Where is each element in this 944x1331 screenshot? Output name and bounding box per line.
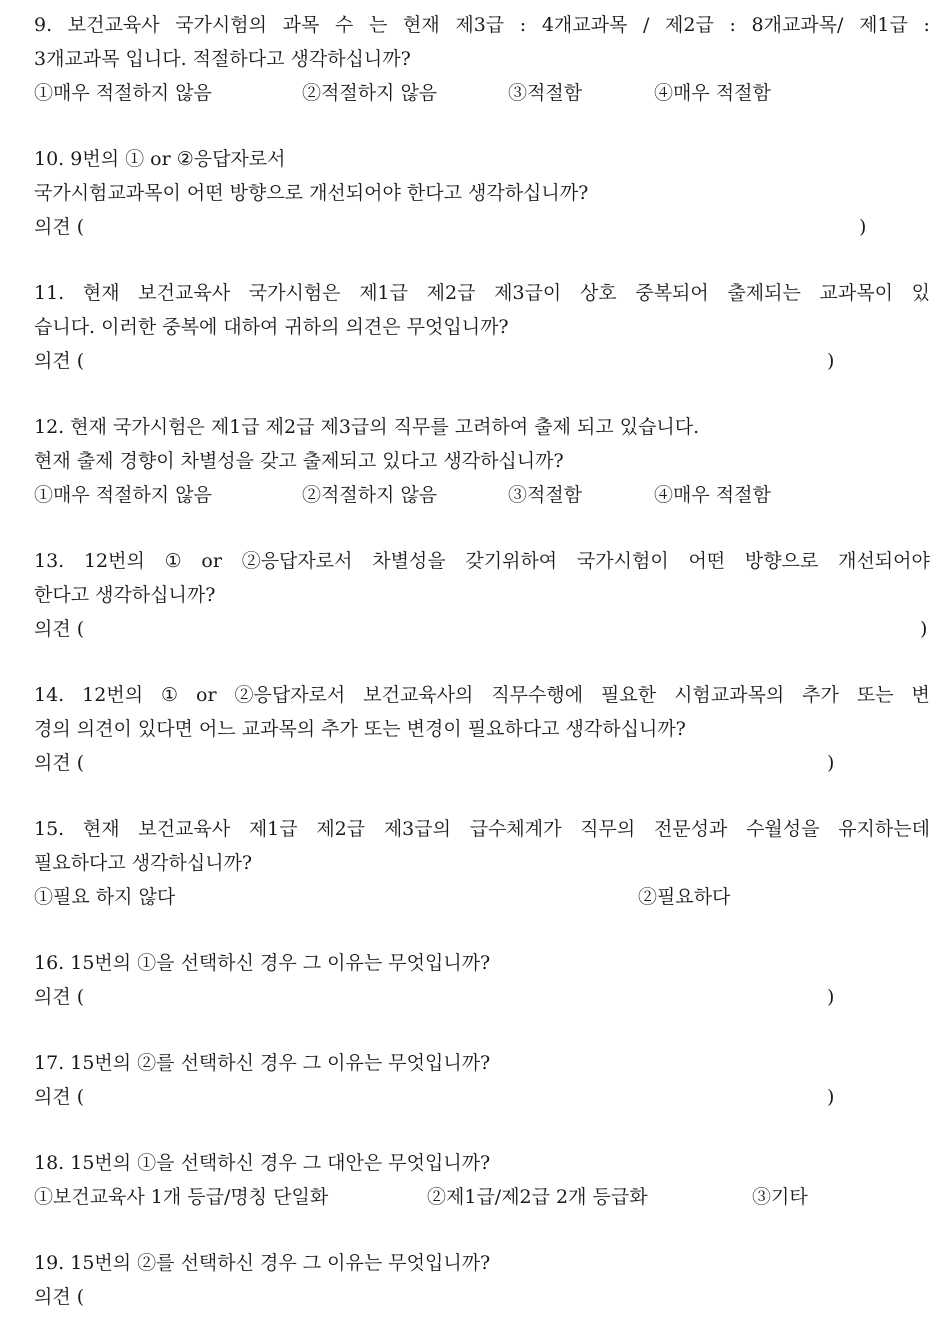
question-word: 있 xyxy=(911,282,930,304)
question-word: 유지하는데 xyxy=(838,818,930,840)
question-word: 필요한 xyxy=(601,684,657,706)
answer-option-1[interactable]: ①매우 적절하지 않음 xyxy=(34,484,212,506)
question-word: 어떤 xyxy=(688,550,726,572)
answer-option-1[interactable]: ①매우 적절하지 않음 xyxy=(34,82,212,104)
question-word: : xyxy=(923,14,930,36)
question-word: 보건교육사 xyxy=(138,818,231,840)
question-word: 제3급의 xyxy=(383,818,451,840)
question-word: ②응답자로서 xyxy=(241,550,353,572)
question-word: 15. xyxy=(34,818,65,840)
question-word: 14. xyxy=(34,684,65,706)
opinion-field[interactable] xyxy=(34,210,930,244)
question-word: 제1급 xyxy=(359,282,408,304)
question-word: 개선되어야 xyxy=(838,550,930,572)
question-word: 9. xyxy=(34,14,53,36)
question-text-line: 국가시험교과목이 어떤 방향으로 개선되어야 한다고 생각하십니까? xyxy=(34,182,589,204)
question-text-line: 필요하다고 생각하십니까? xyxy=(34,852,253,874)
question-text-line xyxy=(34,544,930,578)
answer-options xyxy=(34,880,930,914)
opinion-field[interactable] xyxy=(34,1280,930,1314)
question-word: 제2급 xyxy=(426,282,476,304)
answer-options xyxy=(34,76,930,110)
question-word: 국가시험의 xyxy=(175,14,267,36)
opinion-close-paren: ) xyxy=(827,350,835,372)
question-word: : xyxy=(729,14,736,36)
opinion-label: 의견 ( xyxy=(34,1086,85,1108)
answer-option-3[interactable]: ③적절함 xyxy=(508,484,583,506)
question-word: ②응답자로서 xyxy=(234,684,346,706)
question-word: 현재 xyxy=(402,14,440,36)
question-word: 추가 xyxy=(802,684,839,706)
question-q17 xyxy=(34,1046,930,1114)
question-word: 국가시험이 xyxy=(576,550,669,572)
question-word: 현재 xyxy=(82,282,120,304)
question-text-line: 현재 출제 경향이 차별성을 갖고 출제되고 있다고 생각하십니까? xyxy=(34,450,564,472)
opinion-label: 의견 ( xyxy=(34,986,85,1008)
question-word: 보건교육사의 xyxy=(363,684,474,706)
question-text-line: 3개교과목 입니다. 적절하다고 생각하십니까? xyxy=(34,48,411,70)
question-word: 11. xyxy=(34,282,65,304)
opinion-field[interactable] xyxy=(34,612,930,646)
question-word: 급수체계가 xyxy=(469,818,562,840)
answer-option-3[interactable]: ③기타 xyxy=(752,1186,808,1208)
question-word: 제1급 xyxy=(248,818,298,840)
question-word: or xyxy=(201,550,222,572)
question-word: 12번의 xyxy=(82,684,144,706)
question-text-line xyxy=(34,678,930,712)
question-word: 수월성을 xyxy=(746,818,820,840)
answer-options xyxy=(34,478,930,512)
question-text-line: 10. 9번의 ① or ②응답자로서 xyxy=(34,148,286,170)
question-q15 xyxy=(34,812,930,914)
opinion-label: 의견 ( xyxy=(34,618,85,640)
question-text-line: 한다고 생각하십니까? xyxy=(34,584,216,606)
question-text-line: 12. 현재 국가시험은 제1급 제2급 제3급의 직무를 고려하여 출제 되고 있습니다. xyxy=(34,416,700,438)
question-text-line: 16. 15번의 ①을 선택하신 경우 그 이유는 무엇입니까? xyxy=(34,952,491,974)
question-word: 제2급 xyxy=(316,818,366,840)
question-word: 출제되는 xyxy=(727,282,801,304)
question-word: 13. xyxy=(34,550,65,572)
question-q14 xyxy=(34,678,930,780)
answer-option-2[interactable]: ②제1급/제2급 2개 등급화 xyxy=(427,1186,648,1208)
opinion-label: 의견 ( xyxy=(34,1286,85,1308)
question-word: 직무의 xyxy=(580,818,636,840)
opinion-field[interactable] xyxy=(34,980,930,1014)
opinion-field[interactable] xyxy=(34,1080,930,1114)
question-word: 또는 xyxy=(856,684,894,706)
question-word: 는 xyxy=(368,14,388,36)
question-word: 제1급 xyxy=(859,14,908,36)
question-word: 상호 xyxy=(579,282,617,304)
opinion-close-paren: ) xyxy=(827,1086,835,1108)
question-word: 제2급 xyxy=(665,14,714,36)
opinion-close-paren: ) xyxy=(859,216,867,238)
answer-option-4[interactable]: ④매우 적절함 xyxy=(654,484,771,506)
question-text-line: 18. 15번의 ①을 선택하신 경우 그 대안은 무엇입니까? xyxy=(34,1152,491,1174)
opinion-label: 의견 ( xyxy=(34,216,85,238)
opinion-close-paren: ) xyxy=(827,752,835,774)
question-q18 xyxy=(34,1146,930,1214)
question-q19 xyxy=(34,1246,930,1314)
question-word: 중복되어 xyxy=(635,282,709,304)
question-word: 교과목이 xyxy=(819,282,893,304)
opinion-close-paren: ) xyxy=(920,618,928,640)
question-q16 xyxy=(34,946,930,1014)
answer-option-2[interactable]: ②적절하지 않음 xyxy=(302,484,438,506)
answer-option-2[interactable]: ②필요하다 xyxy=(638,886,731,908)
question-word: 과목 xyxy=(282,14,320,36)
answer-option-1[interactable]: ①보건교육사 1개 등급/명칭 단일화 xyxy=(34,1186,329,1208)
question-text-line xyxy=(34,8,930,42)
question-word: 갖기위하여 xyxy=(465,550,558,572)
question-word: 전문성과 xyxy=(653,818,728,840)
question-q12 xyxy=(34,410,930,512)
question-text-line: 경의 의견이 있다면 어느 교과목의 추가 또는 변경이 필요하다고 생각하십니까? xyxy=(34,718,686,740)
question-word: 12번의 xyxy=(83,550,145,572)
question-word: or xyxy=(196,684,217,706)
question-word: ① xyxy=(161,684,179,706)
question-word: 변 xyxy=(911,684,930,706)
question-q11 xyxy=(34,276,930,378)
question-text-line xyxy=(34,812,930,846)
opinion-label: 의견 ( xyxy=(34,350,85,372)
question-word: 방향으로 xyxy=(744,550,819,572)
question-word: / xyxy=(642,14,650,36)
opinion-label: 의견 ( xyxy=(34,752,85,774)
question-word: 보건교육사 xyxy=(67,14,160,36)
question-text-line xyxy=(34,276,930,310)
question-word: 시험교과목의 xyxy=(674,684,785,706)
question-word: ① xyxy=(164,550,182,572)
question-word: 4개교과목 xyxy=(541,14,628,36)
question-text-line: 17. 15번의 ②를 선택하신 경우 그 이유는 무엇입니까? xyxy=(34,1052,491,1074)
answer-option-4[interactable]: ④매우 적절함 xyxy=(654,82,771,104)
question-word: 보건교육사 xyxy=(138,282,231,304)
answer-option-1[interactable]: ①필요 하지 않다 xyxy=(34,886,176,908)
question-word: 제3급이 xyxy=(494,282,562,304)
opinion-close-paren: ) xyxy=(827,986,835,1008)
answer-option-2[interactable]: ②적절하지 않음 xyxy=(302,82,438,104)
question-word: 국가시험은 xyxy=(248,282,341,304)
question-text-line: 습니다. 이러한 중복에 대하여 귀하의 의견은 무엇입니까? xyxy=(34,316,509,338)
opinion-field[interactable] xyxy=(34,344,930,378)
answer-options xyxy=(34,1180,930,1214)
survey-page xyxy=(34,8,930,1314)
question-q13 xyxy=(34,544,930,646)
answer-option-3[interactable]: ③적절함 xyxy=(508,82,583,104)
question-text-line: 19. 15번의 ②를 선택하신 경우 그 이유는 무엇입니까? xyxy=(34,1252,491,1274)
question-q9 xyxy=(34,8,930,110)
question-word: 직무수행에 xyxy=(491,684,584,706)
question-word: 수 xyxy=(334,14,354,36)
question-word: : xyxy=(519,14,527,36)
question-word: 8개교과목/ xyxy=(751,14,844,36)
opinion-field[interactable] xyxy=(34,746,930,780)
question-word: 차별성을 xyxy=(372,550,446,572)
question-word: 제3급 xyxy=(455,14,505,36)
question-word: 현재 xyxy=(82,818,120,840)
question-q10 xyxy=(34,142,930,244)
